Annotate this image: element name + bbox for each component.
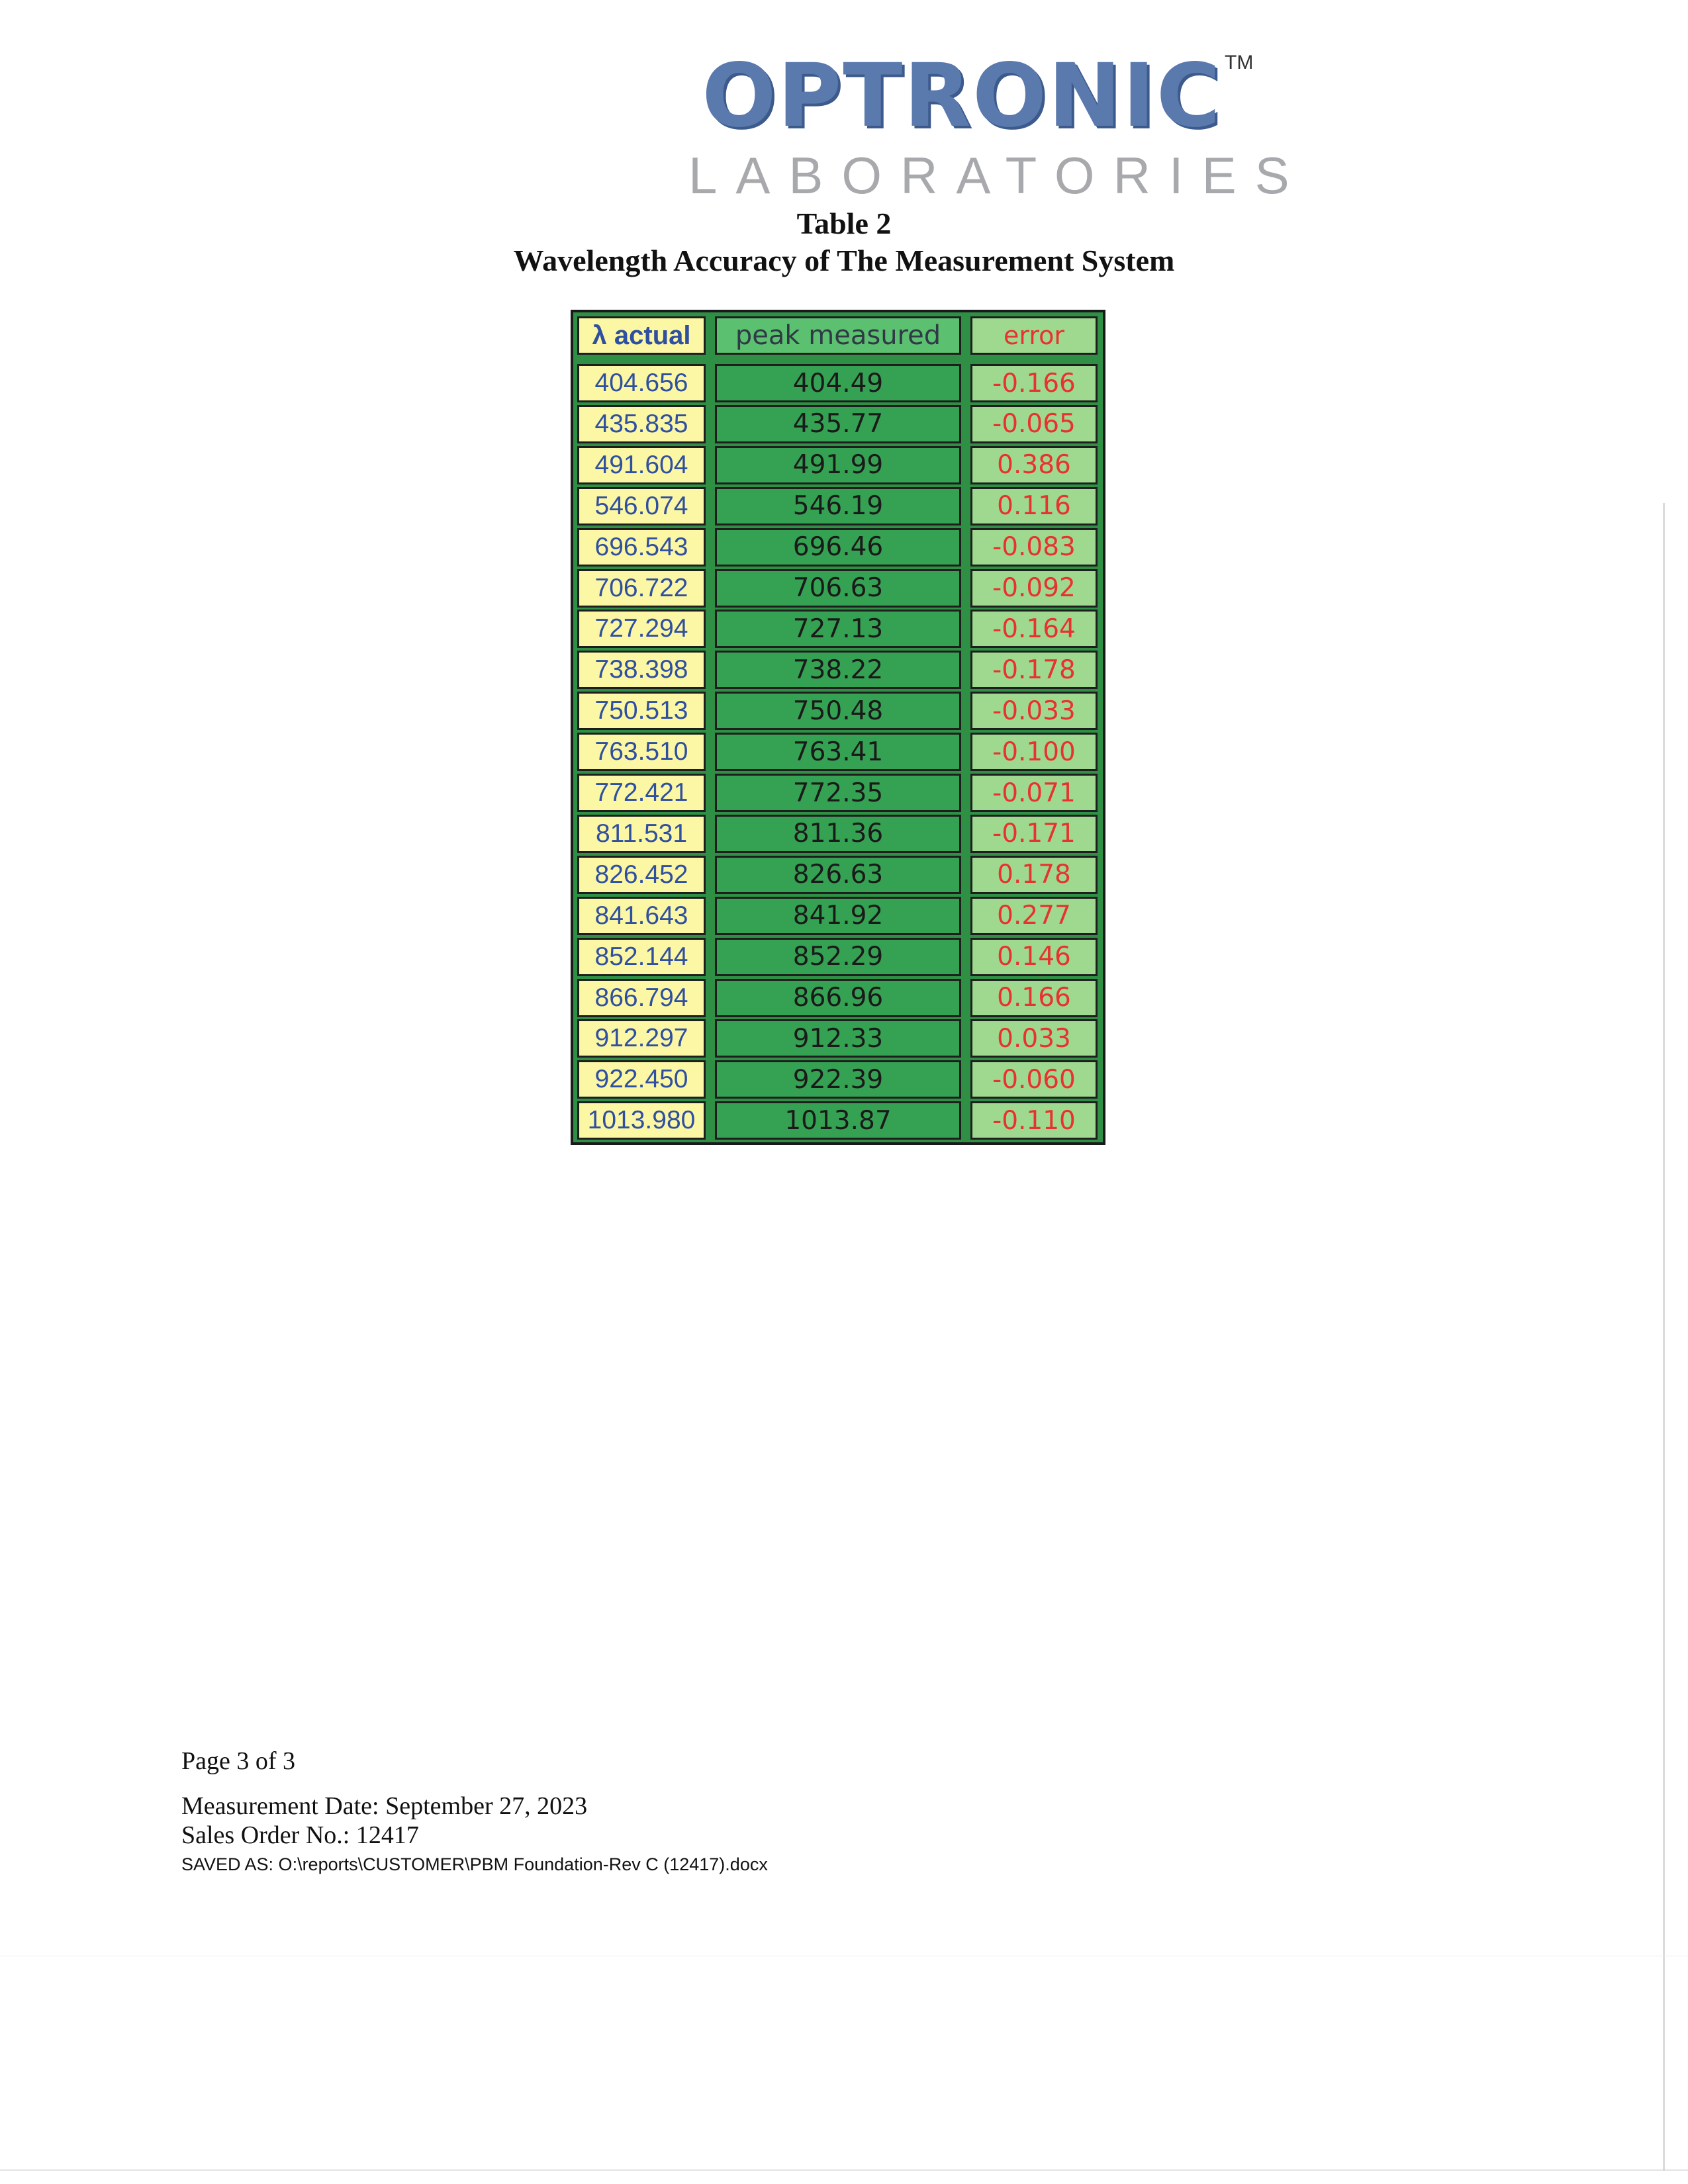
saved-as-path: SAVED AS: O:\reports\CUSTOMER\PBM Foundation-Rev C (12417).docx — [181, 1854, 768, 1874]
cell-peak-measured: 706.63 — [715, 569, 961, 608]
cell-peak-measured: 826.63 — [715, 856, 961, 894]
cell-peak-measured: 546.19 — [715, 487, 961, 525]
header-peak-measured: peak measured — [715, 316, 961, 355]
page-number: Page 3 of 3 — [181, 1747, 296, 1775]
cell-lambda-actual: 763.510 — [577, 733, 706, 771]
cell-error: -0.033 — [970, 692, 1098, 730]
cell-peak-measured: 727.13 — [715, 610, 961, 648]
logo-trademark: TM — [1225, 52, 1254, 73]
cell-peak-measured: 772.35 — [715, 774, 961, 812]
cell-error: -0.164 — [970, 610, 1098, 648]
cell-error: -0.065 — [970, 405, 1098, 443]
cell-peak-measured: 852.29 — [715, 938, 961, 976]
wavelength-table — [571, 310, 1105, 1145]
cell-lambda-actual: 826.452 — [577, 856, 706, 894]
table-caption: Wavelength Accuracy of The Measurement System — [513, 244, 1175, 277]
cell-peak-measured: 922.39 — [715, 1060, 961, 1099]
cell-lambda-actual: 922.450 — [577, 1060, 706, 1099]
cell-peak-measured: 763.41 — [715, 733, 961, 771]
cell-error: 0.277 — [970, 897, 1098, 935]
header-lambda-actual: λ actual — [577, 316, 706, 355]
cell-error: -0.178 — [970, 651, 1098, 689]
logo-wordmark: OPTRONIC — [702, 45, 1222, 147]
cell-peak-measured: 912.33 — [715, 1019, 961, 1058]
cell-peak-measured: 750.48 — [715, 692, 961, 730]
cell-lambda-actual: 404.656 — [577, 364, 706, 402]
cell-lambda-actual: 1013.980 — [577, 1101, 706, 1140]
cell-lambda-actual: 912.297 — [577, 1019, 706, 1058]
cell-lambda-actual: 706.722 — [577, 569, 706, 608]
sales-order-number: Sales Order No.: 12417 — [181, 1821, 419, 1849]
cell-lambda-actual: 727.294 — [577, 610, 706, 648]
cell-peak-measured: 811.36 — [715, 815, 961, 853]
cell-peak-measured: 404.49 — [715, 364, 961, 402]
cell-error: 0.146 — [970, 938, 1098, 976]
cell-peak-measured: 696.46 — [715, 528, 961, 567]
table-number: Table 2 — [796, 206, 892, 240]
cell-error: -0.100 — [970, 733, 1098, 771]
cell-lambda-actual: 866.794 — [577, 979, 706, 1017]
cell-error: -0.092 — [970, 569, 1098, 608]
cell-error: -0.071 — [970, 774, 1098, 812]
cell-lambda-actual: 491.604 — [577, 446, 706, 484]
header-error: error — [970, 316, 1098, 355]
cell-lambda-actual: 811.531 — [577, 815, 706, 853]
cell-peak-measured: 866.96 — [715, 979, 961, 1017]
cell-lambda-actual: 696.543 — [577, 528, 706, 567]
cell-lambda-actual: 772.421 — [577, 774, 706, 812]
logo-subtitle: LABORATORIES — [688, 146, 1308, 205]
cell-peak-measured: 738.22 — [715, 651, 961, 689]
scan-edge-bottom — [0, 2169, 1688, 2171]
cell-error: 0.386 — [970, 446, 1098, 484]
cell-peak-measured: 435.77 — [715, 405, 961, 443]
cell-error: -0.083 — [970, 528, 1098, 567]
cell-lambda-actual: 750.513 — [577, 692, 706, 730]
cell-lambda-actual: 852.144 — [577, 938, 706, 976]
cell-peak-measured: 1013.87 — [715, 1101, 961, 1140]
cell-lambda-actual: 546.074 — [577, 487, 706, 525]
cell-error: -0.110 — [970, 1101, 1098, 1140]
cell-error: -0.171 — [970, 815, 1098, 853]
scan-edge-right — [1663, 503, 1665, 2171]
cell-error: -0.060 — [970, 1060, 1098, 1099]
company-logo — [688, 45, 1308, 205]
cell-lambda-actual: 841.643 — [577, 897, 706, 935]
cell-error: 0.178 — [970, 856, 1098, 894]
cell-lambda-actual: 435.835 — [577, 405, 706, 443]
cell-error: 0.033 — [970, 1019, 1098, 1058]
cell-error: 0.116 — [970, 487, 1098, 525]
cell-peak-measured: 491.99 — [715, 446, 961, 484]
measurement-date: Measurement Date: September 27, 2023 — [181, 1792, 588, 1820]
cell-error: -0.166 — [970, 364, 1098, 402]
cell-peak-measured: 841.92 — [715, 897, 961, 935]
cell-lambda-actual: 738.398 — [577, 651, 706, 689]
cell-error: 0.166 — [970, 979, 1098, 1017]
